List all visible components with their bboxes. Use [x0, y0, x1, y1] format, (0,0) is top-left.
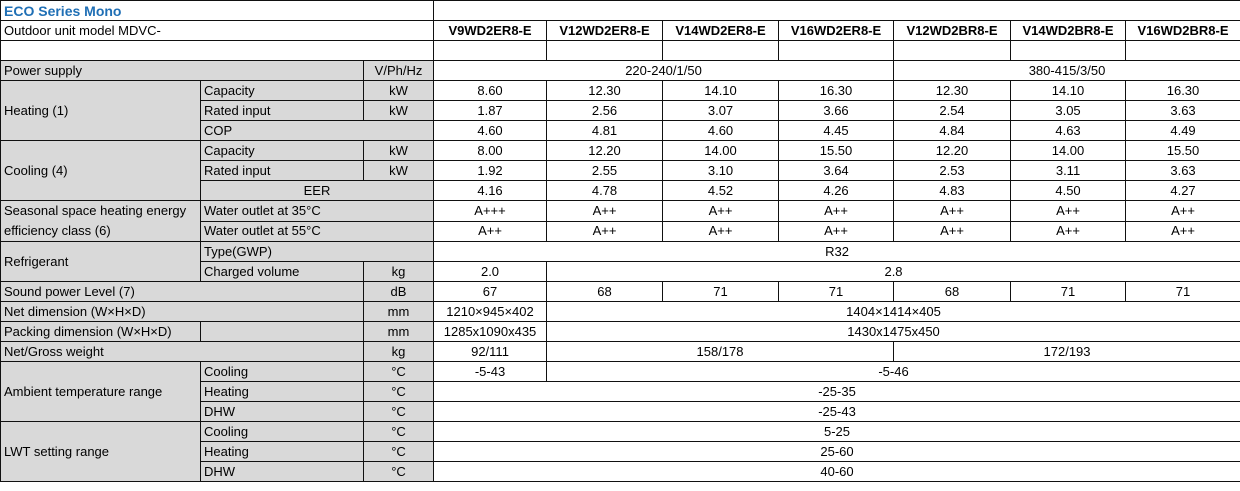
- row-label: Net/Gross weight: [1, 342, 364, 362]
- empty-cell: [894, 41, 1011, 61]
- empty-cell: [663, 41, 779, 61]
- row-label: Rated input: [201, 101, 364, 121]
- unit-cell: kW: [364, 161, 434, 181]
- value-cell: A++: [779, 221, 894, 242]
- value-cell: 3.07: [663, 101, 779, 121]
- row-label: Packing dimension (W×H×D): [1, 322, 201, 342]
- value-cell: -5-46: [547, 362, 1240, 382]
- value-cell: A++: [434, 221, 547, 242]
- row-label: EER: [201, 181, 434, 201]
- value-cell: 16.30: [779, 81, 894, 101]
- row-label: COP: [201, 121, 434, 141]
- group-label: LWT setting range: [1, 422, 201, 482]
- value-cell: A++: [1011, 221, 1126, 242]
- unit-cell: dB: [364, 282, 434, 302]
- value-cell: 3.63: [1126, 161, 1240, 181]
- value-cell: 12.20: [547, 141, 663, 161]
- value-cell: 158/178: [547, 342, 894, 362]
- value-cell: 12.20: [894, 141, 1011, 161]
- value-cell: A++: [894, 221, 1011, 242]
- title-row: [1, 1, 1240, 21]
- empty-cell: [434, 41, 547, 61]
- row-label: Sound power Level (7): [1, 282, 364, 302]
- row-label: Cooling: [201, 422, 364, 442]
- value-cell: 14.10: [663, 81, 779, 101]
- unit-cell: V/Ph/Hz: [364, 61, 434, 81]
- unit-cell: mm: [364, 322, 434, 342]
- unit-cell: kW: [364, 101, 434, 121]
- value-cell: 4.26: [779, 181, 894, 201]
- row-label: Heating: [201, 382, 364, 402]
- unit-cell: °C: [364, 402, 434, 422]
- value-cell: 4.60: [663, 121, 779, 141]
- table-title: ECO Series Mono: [1, 1, 434, 21]
- table-row: [1, 242, 1240, 262]
- model-header: V9WD2ER8-E: [434, 21, 547, 41]
- value-cell: 4.60: [434, 121, 547, 141]
- row-label: Power supply: [1, 61, 364, 81]
- row-label: Capacity: [201, 81, 364, 101]
- value-cell: 14.00: [663, 141, 779, 161]
- row-label: DHW: [201, 462, 364, 482]
- value-cell: 3.64: [779, 161, 894, 181]
- value-cell: 68: [894, 282, 1011, 302]
- row-label: Cooling: [201, 362, 364, 382]
- unit-cell: kW: [364, 141, 434, 161]
- value-cell: 4.50: [1011, 181, 1126, 201]
- value-cell: 3.11: [1011, 161, 1126, 181]
- value-cell: -5-43: [434, 362, 547, 382]
- value-cell: 14.10: [1011, 81, 1126, 101]
- unit-cell: °C: [364, 362, 434, 382]
- value-cell: 2.56: [547, 101, 663, 121]
- value-cell: 4.83: [894, 181, 1011, 201]
- value-cell: A+++: [434, 201, 547, 222]
- value-cell: 3.63: [1126, 101, 1240, 121]
- row-label: Type(GWP): [201, 242, 434, 262]
- group-label: Heating (1): [1, 81, 201, 141]
- model-header: V16WD2ER8-E: [779, 21, 894, 41]
- unit-cell: mm: [364, 302, 434, 322]
- value-cell: 1285x1090x435: [434, 322, 547, 342]
- value-cell: 172/193: [894, 342, 1240, 362]
- value-cell: 68: [547, 282, 663, 302]
- value-cell: 8.00: [434, 141, 547, 161]
- empty-cell: [779, 41, 894, 61]
- blank-cell: [434, 1, 1240, 21]
- value-cell: 4.27: [1126, 181, 1240, 201]
- value-cell: 2.8: [547, 262, 1240, 282]
- row-label: Net dimension (W×H×D): [1, 302, 364, 322]
- table-row: [1, 362, 1240, 382]
- model-header: V12WD2BR8-E: [894, 21, 1011, 41]
- empty-cell: [1126, 41, 1240, 61]
- value-cell: 3.05: [1011, 101, 1126, 121]
- value-cell: 40-60: [434, 462, 1240, 482]
- unit-cell: kW: [364, 81, 434, 101]
- unit-cell: kg: [364, 342, 434, 362]
- value-cell: 380-415/3/50: [894, 61, 1240, 81]
- value-cell: 4.52: [663, 181, 779, 201]
- value-cell: A++: [1011, 201, 1126, 222]
- empty-cell: [547, 41, 663, 61]
- table-row: [1, 302, 1240, 322]
- value-cell: A++: [547, 221, 663, 242]
- value-cell: 4.81: [547, 121, 663, 141]
- value-cell: 4.45: [779, 121, 894, 141]
- value-cell: 1430x1475x450: [547, 322, 1240, 342]
- value-cell: A++: [1126, 221, 1240, 242]
- table-row: [1, 61, 1240, 81]
- value-cell: 1.92: [434, 161, 547, 181]
- value-cell: R32: [434, 242, 1240, 262]
- table-row: [1, 141, 1240, 161]
- value-cell: 1404×1414×405: [547, 302, 1240, 322]
- table-row: [1, 342, 1240, 362]
- value-cell: 8.60: [434, 81, 547, 101]
- model-header: V12WD2ER8-E: [547, 21, 663, 41]
- table-row: [1, 282, 1240, 302]
- value-cell: 4.84: [894, 121, 1011, 141]
- row-label: DHW: [201, 402, 364, 422]
- value-cell: 220-240/1/50: [434, 61, 894, 81]
- value-cell: 2.55: [547, 161, 663, 181]
- header-row: [1, 21, 1240, 41]
- table-row: [1, 422, 1240, 442]
- value-cell: 71: [1011, 282, 1126, 302]
- value-cell: A++: [663, 221, 779, 242]
- empty-cell: [201, 322, 364, 342]
- value-cell: 4.49: [1126, 121, 1240, 141]
- model-header: V14WD2BR8-E: [1011, 21, 1126, 41]
- value-cell: 3.66: [779, 101, 894, 121]
- value-cell: 25-60: [434, 442, 1240, 462]
- value-cell: -25-43: [434, 402, 1240, 422]
- value-cell: A++: [779, 201, 894, 222]
- value-cell: 4.78: [547, 181, 663, 201]
- row-label: Heating: [201, 442, 364, 462]
- row-label: Charged volume: [201, 262, 364, 282]
- group-label: Seasonal space heating energy efficiency class (6): [1, 201, 201, 242]
- value-cell: 1.87: [434, 101, 547, 121]
- value-cell: 12.30: [894, 81, 1011, 101]
- value-cell: -25-35: [434, 382, 1240, 402]
- value-cell: 4.16: [434, 181, 547, 201]
- group-label: Cooling (4): [1, 141, 201, 201]
- value-cell: A++: [1126, 201, 1240, 222]
- model-header: V16WD2BR8-E: [1126, 21, 1240, 41]
- value-cell: 4.63: [1011, 121, 1126, 141]
- value-cell: 2.53: [894, 161, 1011, 181]
- value-cell: 5-25: [434, 422, 1240, 442]
- value-cell: 15.50: [779, 141, 894, 161]
- model-header: V14WD2ER8-E: [663, 21, 779, 41]
- value-cell: 16.30: [1126, 81, 1240, 101]
- model-label: Outdoor unit model MDVC-: [1, 21, 434, 41]
- row-label: Water outlet at 55°C: [201, 221, 434, 242]
- row-label: Water outlet at 35°C: [201, 201, 434, 222]
- value-cell: A++: [663, 201, 779, 222]
- unit-cell: °C: [364, 442, 434, 462]
- table-row: [1, 322, 1240, 342]
- value-cell: 14.00: [1011, 141, 1126, 161]
- value-cell: 71: [1126, 282, 1240, 302]
- unit-cell: kg: [364, 262, 434, 282]
- unit-cell: °C: [364, 422, 434, 442]
- table-row: [1, 201, 1240, 222]
- empty-cell: [1011, 41, 1126, 61]
- value-cell: 92/111: [434, 342, 547, 362]
- unit-cell: °C: [364, 382, 434, 402]
- row-label: Rated input: [201, 161, 364, 181]
- value-cell: 71: [779, 282, 894, 302]
- value-cell: 67: [434, 282, 547, 302]
- value-cell: 1210×945×402: [434, 302, 547, 322]
- value-cell: 15.50: [1126, 141, 1240, 161]
- value-cell: 71: [663, 282, 779, 302]
- value-cell: 2.54: [894, 101, 1011, 121]
- unit-cell: °C: [364, 462, 434, 482]
- table-row: [1, 81, 1240, 101]
- group-label: Ambient temperature range: [1, 362, 201, 422]
- value-cell: 3.10: [663, 161, 779, 181]
- row-label: Capacity: [201, 141, 364, 161]
- value-cell: 2.0: [434, 262, 547, 282]
- value-cell: A++: [547, 201, 663, 222]
- value-cell: 12.30: [547, 81, 663, 101]
- table-row: [1, 41, 1240, 61]
- empty-cell: [1, 41, 434, 61]
- value-cell: A++: [894, 201, 1011, 222]
- group-label: Refrigerant: [1, 242, 201, 282]
